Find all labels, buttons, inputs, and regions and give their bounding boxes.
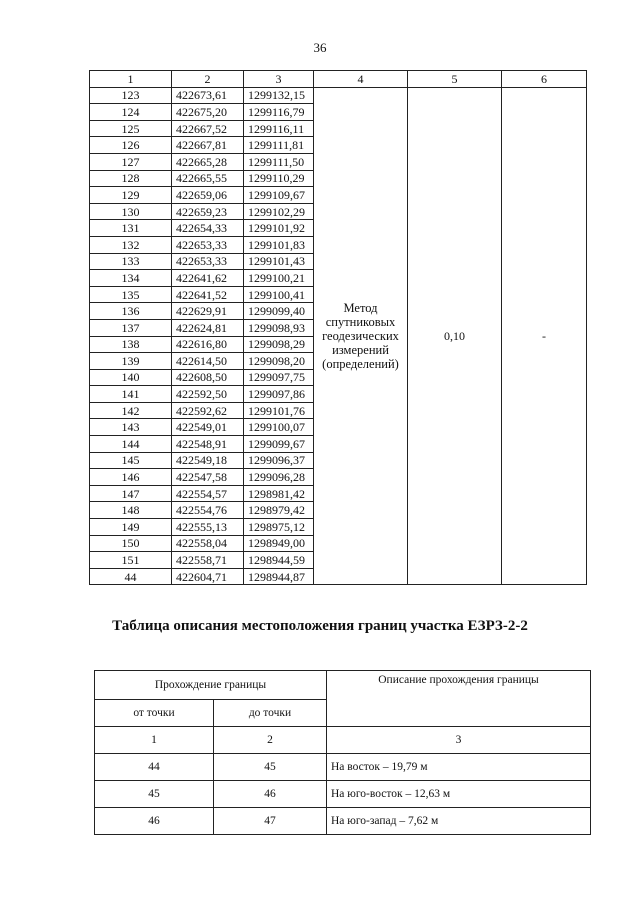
accuracy-value: 0,10	[408, 87, 502, 585]
point-number: 44	[90, 568, 172, 585]
column-number-2: 2	[214, 727, 327, 754]
to-point: 45	[214, 754, 327, 781]
coordinate-y: 1298949,00	[244, 535, 314, 552]
coordinate-y: 1299111,50	[244, 153, 314, 170]
point-number: 147	[90, 485, 172, 502]
coordinate-y: 1298944,59	[244, 552, 314, 569]
boundary-row	[95, 808, 591, 835]
coordinate-row	[90, 87, 587, 104]
coordinate-x: 422659,06	[172, 187, 244, 204]
point-number: 130	[90, 203, 172, 220]
coordinate-x: 422629,91	[172, 303, 244, 320]
point-number: 148	[90, 502, 172, 519]
coordinate-x: 422616,80	[172, 336, 244, 353]
to-point: 46	[214, 781, 327, 808]
point-number: 126	[90, 137, 172, 154]
coordinate-x: 422659,23	[172, 203, 244, 220]
column-number-1: 1	[95, 727, 214, 754]
coordinate-x: 422641,52	[172, 286, 244, 303]
coordinate-y: 1299098,29	[244, 336, 314, 353]
coordinate-x: 422614,50	[172, 353, 244, 370]
coordinate-y: 1299096,28	[244, 469, 314, 486]
coordinate-y: 1299109,67	[244, 187, 314, 204]
section-title: Таблица описания местоположения границ участка ЕЗРЗ-2-2	[112, 618, 528, 634]
column-6-value: -	[502, 87, 587, 585]
coordinate-x: 422665,28	[172, 153, 244, 170]
point-number: 124	[90, 104, 172, 121]
coordinates-body	[90, 87, 587, 585]
coordinate-x: 422653,33	[172, 253, 244, 270]
coordinate-x: 422547,58	[172, 469, 244, 486]
from-point: 46	[95, 808, 214, 835]
boundary-number-row	[95, 727, 591, 754]
coordinate-x: 422667,52	[172, 120, 244, 137]
coordinate-x: 422592,62	[172, 402, 244, 419]
column-header-5: 5	[408, 71, 502, 88]
point-number: 146	[90, 469, 172, 486]
boundary-row	[95, 781, 591, 808]
coordinate-x: 422554,76	[172, 502, 244, 519]
coordinate-x: 422673,61	[172, 87, 244, 104]
column-header-2: 2	[172, 71, 244, 88]
coordinate-y: 1298944,87	[244, 568, 314, 585]
coordinate-x: 422558,04	[172, 535, 244, 552]
coordinate-y: 1299100,41	[244, 286, 314, 303]
from-point: 45	[95, 781, 214, 808]
point-number: 123	[90, 87, 172, 104]
column-number-3: 3	[327, 727, 591, 754]
column-header-1: 1	[90, 71, 172, 88]
coordinate-y: 1298981,42	[244, 485, 314, 502]
coordinate-x: 422549,01	[172, 419, 244, 436]
coordinate-x: 422558,71	[172, 552, 244, 569]
point-number: 149	[90, 519, 172, 536]
boundary-description: На восток – 19,79 м	[327, 754, 591, 781]
boundary-description: На юго-восток – 12,63 м	[327, 781, 591, 808]
point-number: 139	[90, 353, 172, 370]
boundary-description-table	[94, 670, 591, 835]
from-point: 44	[95, 754, 214, 781]
coordinate-y: 1299097,75	[244, 369, 314, 386]
boundary-description: На юго-запад – 7,62 м	[327, 808, 591, 835]
column-header-3: 3	[244, 71, 314, 88]
coordinate-y: 1299100,07	[244, 419, 314, 436]
coordinate-y: 1299132,15	[244, 87, 314, 104]
coordinate-x: 422608,50	[172, 369, 244, 386]
coordinate-y: 1299098,93	[244, 319, 314, 336]
point-number: 135	[90, 286, 172, 303]
coordinate-y: 1299096,37	[244, 452, 314, 469]
point-number: 133	[90, 253, 172, 270]
coordinate-x: 422665,55	[172, 170, 244, 187]
boundary-row	[95, 754, 591, 781]
coordinate-x: 422548,91	[172, 436, 244, 453]
description-header: Описание прохождения границы	[327, 671, 591, 727]
point-number: 131	[90, 220, 172, 237]
point-number: 134	[90, 270, 172, 287]
coordinate-y: 1299101,76	[244, 402, 314, 419]
point-number: 129	[90, 187, 172, 204]
coordinate-y: 1299100,21	[244, 270, 314, 287]
coordinate-y: 1299101,83	[244, 236, 314, 253]
coordinate-x: 422653,33	[172, 236, 244, 253]
coordinate-y: 1299099,67	[244, 436, 314, 453]
column-header-4: 4	[314, 71, 408, 88]
measurement-method: Метод спутниковых геодезических измерений (определений)	[314, 87, 408, 585]
coordinate-y: 1299116,11	[244, 120, 314, 137]
point-number: 141	[90, 386, 172, 403]
point-number: 143	[90, 419, 172, 436]
coordinate-y: 1299097,86	[244, 386, 314, 403]
point-number: 127	[90, 153, 172, 170]
point-number: 140	[90, 369, 172, 386]
coordinate-y: 1299101,43	[244, 253, 314, 270]
passage-header: Прохождение границы	[95, 671, 327, 700]
coordinate-x: 422592,50	[172, 386, 244, 403]
to-point-header: до точки	[214, 700, 327, 727]
from-point-header: от точки	[95, 700, 214, 727]
boundary-header-row	[95, 671, 591, 700]
coordinates-table	[89, 70, 587, 585]
point-number: 138	[90, 336, 172, 353]
point-number: 128	[90, 170, 172, 187]
point-number: 145	[90, 452, 172, 469]
point-number: 150	[90, 535, 172, 552]
coordinate-x: 422554,57	[172, 485, 244, 502]
coordinate-y: 1298975,12	[244, 519, 314, 536]
point-number: 136	[90, 303, 172, 320]
coordinate-x: 422624,81	[172, 319, 244, 336]
coordinate-x: 422654,33	[172, 220, 244, 237]
coordinate-y: 1299110,29	[244, 170, 314, 187]
point-number: 137	[90, 319, 172, 336]
coordinate-y: 1299102,29	[244, 203, 314, 220]
coordinate-x: 422555,13	[172, 519, 244, 536]
point-number: 151	[90, 552, 172, 569]
coordinate-y: 1299098,20	[244, 353, 314, 370]
point-number: 125	[90, 120, 172, 137]
point-number: 144	[90, 436, 172, 453]
coordinate-x: 422604,71	[172, 568, 244, 585]
coordinate-x: 422549,18	[172, 452, 244, 469]
coordinate-y: 1299099,40	[244, 303, 314, 320]
coordinates-header-row	[90, 71, 587, 88]
coordinate-x: 422667,81	[172, 137, 244, 154]
coordinate-y: 1299111,81	[244, 137, 314, 154]
coordinate-x: 422675,20	[172, 104, 244, 121]
to-point: 47	[214, 808, 327, 835]
page-number: 36	[313, 40, 327, 55]
coordinate-x: 422641,62	[172, 270, 244, 287]
point-number: 132	[90, 236, 172, 253]
point-number: 142	[90, 402, 172, 419]
coordinate-y: 1299116,79	[244, 104, 314, 121]
column-header-6: 6	[502, 71, 587, 88]
coordinate-y: 1299101,92	[244, 220, 314, 237]
coordinate-y: 1298979,42	[244, 502, 314, 519]
